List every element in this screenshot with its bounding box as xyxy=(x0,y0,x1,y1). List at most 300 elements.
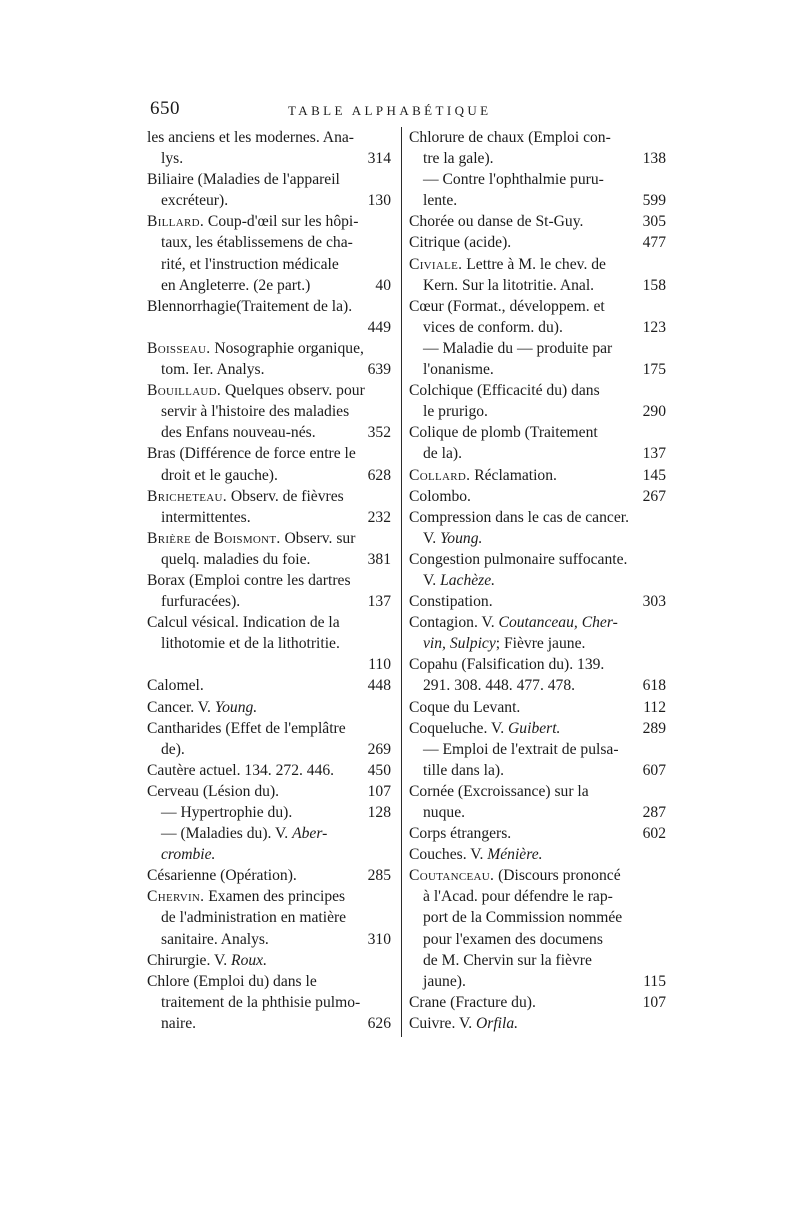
page-reference: 607 xyxy=(642,761,666,779)
entry-words: Lettre à M. le chev. de xyxy=(462,255,606,273)
entry-words: Bras (Différence de force entre le xyxy=(147,445,356,463)
entry-words: Coqueluche. V. xyxy=(409,719,509,737)
index-line xyxy=(409,507,666,528)
index-line xyxy=(409,296,666,317)
entry-text xyxy=(147,971,317,992)
index-line xyxy=(147,823,391,844)
entry-text xyxy=(423,675,575,696)
page-number: 650 xyxy=(150,98,180,119)
page-reference: 138 xyxy=(642,150,666,168)
page-reference: 290 xyxy=(642,403,666,421)
index-column-right xyxy=(409,127,666,1034)
entry-words: (Discours prononcé xyxy=(494,867,621,885)
page-reference: 289 xyxy=(642,719,666,737)
entry-text xyxy=(161,844,215,865)
page-reference: 628 xyxy=(367,466,391,484)
entry-words: l'onanisme. xyxy=(423,361,494,379)
entry-words: Cuivre. V. xyxy=(409,1014,477,1032)
page-reference: 130 xyxy=(367,192,391,210)
entry-text xyxy=(409,865,621,886)
index-line xyxy=(147,612,391,633)
author-name: Collard. xyxy=(409,466,471,484)
author-name: Brière xyxy=(147,529,191,547)
entry-words: tille dans la). xyxy=(423,761,504,779)
page-reference: 269 xyxy=(367,740,391,758)
entry-text xyxy=(423,886,613,907)
index-column-left xyxy=(147,127,391,1034)
entry-words: droit et le gauche). xyxy=(161,466,278,484)
index-line xyxy=(147,591,391,612)
entry-words: — Hypertrophie du). xyxy=(161,804,293,821)
entry-words: Calcul vésical. Indication de la xyxy=(147,614,340,632)
index-line xyxy=(147,422,391,443)
entry-text xyxy=(409,612,618,633)
entry-text xyxy=(423,971,466,992)
entry-words: nuque. xyxy=(423,804,466,821)
cross-reference: Roux. xyxy=(231,951,267,969)
entry-text xyxy=(409,697,520,718)
entry-text xyxy=(161,739,185,760)
index-line xyxy=(409,570,666,591)
page-reference: 145 xyxy=(642,466,666,484)
entry-text xyxy=(147,865,297,886)
entry-words: Colombo. xyxy=(409,487,471,505)
index-line xyxy=(409,633,666,654)
entry-text xyxy=(161,422,316,443)
entry-words: quelq. maladies du foie. xyxy=(161,550,311,568)
entry-text xyxy=(161,929,269,950)
page-reference: 352 xyxy=(367,424,391,442)
index-line xyxy=(147,232,391,253)
page-reference: 305 xyxy=(642,213,666,231)
entry-words: Constipation. xyxy=(409,593,493,611)
entry-text xyxy=(161,802,292,823)
entry-text xyxy=(161,992,360,1013)
cross-reference: Young. xyxy=(214,698,258,716)
index-line xyxy=(409,823,666,844)
page-reference: 450 xyxy=(367,761,391,779)
index-line xyxy=(147,760,391,781)
entry-words: taux, les établissemens de cha- xyxy=(161,234,353,252)
author-name: Bouillaud. xyxy=(147,382,222,400)
entry-words: de M. Chervin sur la fièvre xyxy=(423,951,592,969)
entry-text xyxy=(409,549,627,570)
entry-text xyxy=(161,190,228,211)
page-reference: 175 xyxy=(642,361,666,379)
entry-text xyxy=(147,443,356,464)
entry-words: Chlore (Emploi du) dans le xyxy=(147,972,317,990)
cross-reference: crombie. xyxy=(161,846,216,864)
page-reference: 40 xyxy=(375,276,391,294)
page-reference: 110 xyxy=(368,656,391,674)
page-reference: 128 xyxy=(367,804,391,821)
entry-words: Quelques observ. pour xyxy=(221,382,365,400)
index-line xyxy=(409,612,666,633)
index-line xyxy=(147,844,391,865)
entry-text xyxy=(409,823,511,844)
index-line xyxy=(409,443,666,464)
index-line xyxy=(409,718,666,739)
index-line xyxy=(409,338,666,359)
entry-words: Blennorrhagie(Traitement de la). xyxy=(147,297,353,315)
entry-words: jaune). xyxy=(423,972,466,990)
running-title: TABLE ALPHABÉTIQUE xyxy=(288,103,492,118)
entry-words: lys. xyxy=(161,150,184,168)
index-line xyxy=(147,1013,391,1034)
entry-words: Couches. V. xyxy=(409,846,488,864)
entry-words: à l'Acad. pour défendre le rap- xyxy=(423,888,613,906)
entry-text xyxy=(409,486,471,507)
entry-words: Colique de plomb (Traitement xyxy=(409,424,598,442)
entry-text xyxy=(409,380,600,401)
index-line xyxy=(409,654,666,675)
author-name: Chervin. xyxy=(147,888,205,906)
entry-text xyxy=(147,718,346,739)
entry-words: de l'administration en matière xyxy=(161,909,347,927)
entry-text xyxy=(409,781,589,802)
index-line xyxy=(409,254,666,275)
index-line xyxy=(147,675,391,696)
entry-words: des Enfans nouveau-nés. xyxy=(161,424,316,442)
entry-words: lente. xyxy=(423,192,458,210)
entry-text xyxy=(147,169,340,190)
entry-text xyxy=(161,507,251,528)
entry-words: sanitaire. Analys. xyxy=(161,930,269,948)
index-line xyxy=(147,190,391,211)
entry-words: 291. 308. 448. 477. 478. xyxy=(423,677,576,695)
entry-words: tre la gale). xyxy=(423,150,494,168)
index-line xyxy=(147,654,391,675)
index-line xyxy=(147,633,391,654)
index-line xyxy=(409,886,666,907)
entry-words: Nosographie organique, xyxy=(210,339,364,357)
cross-reference: Aber- xyxy=(292,825,328,843)
entry-text xyxy=(423,148,494,169)
entry-text xyxy=(423,190,457,211)
entry-text xyxy=(423,802,465,823)
entry-words: Coque du Levant. xyxy=(409,698,521,716)
entry-words: Cautère actuel. 134. 272. 446. xyxy=(147,761,335,779)
page-reference: 115 xyxy=(643,972,666,990)
index-line xyxy=(147,127,391,148)
page-header xyxy=(150,98,550,128)
index-line xyxy=(147,739,391,760)
index-line xyxy=(147,359,391,380)
entry-text xyxy=(161,275,310,296)
entry-words: Observ. sur xyxy=(280,529,356,547)
cross-reference: Young. xyxy=(440,529,483,547)
entry-words: excréteur). xyxy=(161,192,229,210)
entry-text xyxy=(147,528,355,549)
index-line xyxy=(147,507,391,528)
entry-words: Contagion. V. xyxy=(409,614,499,632)
cross-reference: Ménière. xyxy=(487,846,543,864)
entry-words: servir à l'histoire des maladies xyxy=(161,403,350,421)
page-reference: 449 xyxy=(367,318,391,336)
entry-words: Coup-d'œil sur les hôpi- xyxy=(204,213,359,231)
author-name: Bricheteau. xyxy=(147,487,227,505)
entry-text xyxy=(147,760,334,781)
index-line xyxy=(409,380,666,401)
entry-text xyxy=(409,992,536,1013)
entry-text xyxy=(161,907,346,928)
entry-words: furfuracées). xyxy=(161,593,241,611)
entry-words: de xyxy=(190,529,214,547)
index-line xyxy=(147,907,391,928)
index-line xyxy=(409,781,666,802)
entry-words: Compression dans le cas de cancer. xyxy=(409,508,629,526)
index-line xyxy=(409,760,666,781)
index-line xyxy=(147,443,391,464)
entry-words: les anciens et les modernes. Ana- xyxy=(147,129,354,146)
index-line xyxy=(147,148,391,169)
cross-reference: Guibert. xyxy=(508,719,561,737)
entry-words: Cerveau (Lésion du). xyxy=(147,782,280,800)
page-reference: 626 xyxy=(367,1014,391,1032)
entry-text xyxy=(147,338,364,359)
index-line xyxy=(409,697,666,718)
index-line xyxy=(409,148,666,169)
page-reference: 287 xyxy=(642,804,666,821)
index-line xyxy=(409,317,666,338)
index-line xyxy=(409,486,666,507)
entry-text xyxy=(147,296,352,317)
index-line xyxy=(409,169,666,190)
index-line xyxy=(409,211,666,232)
entry-words: intermittentes. xyxy=(161,508,251,526)
entry-text xyxy=(423,338,612,359)
index-line xyxy=(409,844,666,865)
entry-text xyxy=(409,211,583,232)
entry-words: V. xyxy=(423,529,441,547)
entry-words: en Angleterre. (2e part.) xyxy=(161,276,311,294)
entry-text xyxy=(423,570,495,591)
page-reference: 107 xyxy=(642,993,666,1011)
entry-text xyxy=(423,169,604,190)
page-reference: 232 xyxy=(367,508,391,526)
entry-text xyxy=(423,633,585,654)
index-line xyxy=(147,528,391,549)
page-reference: 137 xyxy=(367,593,391,611)
entry-text xyxy=(409,591,493,612)
index-line xyxy=(409,275,666,296)
index-line xyxy=(409,359,666,380)
entry-text xyxy=(161,148,183,169)
index-line xyxy=(147,549,391,570)
index-line xyxy=(147,802,391,823)
entry-text xyxy=(409,232,511,253)
entry-text xyxy=(423,401,488,422)
entry-words: V. xyxy=(423,571,441,589)
index-line xyxy=(147,950,391,971)
entry-words: le prurigo. xyxy=(423,403,488,421)
index-line xyxy=(147,992,391,1013)
entry-text xyxy=(147,950,267,971)
entry-text xyxy=(409,465,557,486)
index-line xyxy=(147,338,391,359)
page-reference: 123 xyxy=(642,318,666,336)
index-line xyxy=(147,211,391,232)
index-line xyxy=(147,570,391,591)
page-reference: 107 xyxy=(367,782,391,800)
author-name: Boisseau. xyxy=(147,339,211,357)
author-name: Coutanceau. xyxy=(409,867,495,885)
author-name: Civiale. xyxy=(409,255,463,273)
entry-text xyxy=(147,380,365,401)
entry-text xyxy=(161,1013,196,1034)
entry-text xyxy=(423,907,622,928)
cross-reference: vin, Sulpicy xyxy=(423,635,496,653)
entry-text xyxy=(423,739,619,760)
page-reference: 267 xyxy=(642,487,666,505)
entry-text xyxy=(423,275,594,296)
entry-text xyxy=(161,633,340,654)
index-line xyxy=(409,802,666,823)
entry-words: Chlorure de chaux (Emploi con- xyxy=(409,129,611,146)
entry-words: traitement de la phthisie pulmo- xyxy=(161,993,361,1011)
entry-text xyxy=(147,612,340,633)
entry-text xyxy=(147,675,204,696)
page-reference: 477 xyxy=(642,234,666,252)
entry-text xyxy=(423,317,563,338)
entry-text xyxy=(423,760,504,781)
index-line xyxy=(147,718,391,739)
entry-words: lithotomie et de la lithotritie. xyxy=(161,635,340,653)
page-reference: 618 xyxy=(642,677,666,695)
page-reference: 381 xyxy=(367,550,391,568)
cross-reference: Lachèze. xyxy=(440,571,496,589)
entry-words: Kern. Sur la litotritie. Anal. xyxy=(423,276,595,294)
index-line xyxy=(409,907,666,928)
page-reference: 314 xyxy=(367,150,391,168)
entry-text xyxy=(409,127,611,148)
entry-text xyxy=(161,254,339,275)
index-line xyxy=(409,528,666,549)
index-line xyxy=(409,549,666,570)
page-reference: 112 xyxy=(643,698,666,716)
index-line xyxy=(147,275,391,296)
entry-words: Cornée (Excroissance) sur la xyxy=(409,782,589,800)
entry-words: Calomel. xyxy=(147,677,204,695)
entry-text xyxy=(161,823,327,844)
entry-words: Cœur (Format., développem. et xyxy=(409,297,605,315)
page-reference: 310 xyxy=(367,930,391,948)
entry-words: naire. xyxy=(161,1014,197,1032)
entry-words: Réclamation. xyxy=(470,466,557,484)
entry-text xyxy=(147,127,354,148)
index-line xyxy=(147,401,391,422)
entry-text xyxy=(147,886,345,907)
entry-words: port de la Commission nommée xyxy=(423,909,623,927)
entry-words: ; Fièvre jaune. xyxy=(495,635,586,653)
index-line xyxy=(147,380,391,401)
entry-text xyxy=(409,422,598,443)
entry-words: Borax (Emploi contre les dartres xyxy=(147,571,351,589)
index-line xyxy=(409,992,666,1013)
entry-text xyxy=(409,296,605,317)
entry-words: rité, et l'instruction médicale xyxy=(161,255,339,273)
entry-text xyxy=(147,211,358,232)
column-divider xyxy=(401,127,402,1037)
entry-words: Chorée ou danse de St-Guy. xyxy=(409,213,584,231)
index-line xyxy=(147,254,391,275)
entry-text xyxy=(423,443,462,464)
entry-words: Colchique (Efficacité du) dans xyxy=(409,382,600,400)
index-line xyxy=(409,675,666,696)
entry-text xyxy=(409,507,629,528)
index-line xyxy=(147,781,391,802)
page-reference: 303 xyxy=(642,593,666,611)
cross-reference: Orfila. xyxy=(476,1014,519,1032)
entry-text xyxy=(409,1013,518,1034)
entry-text xyxy=(161,549,310,570)
entry-words: tom. Ier. Analys. xyxy=(161,361,265,379)
page-reference: 158 xyxy=(642,276,666,294)
entry-words: de). xyxy=(161,740,185,758)
index-line xyxy=(409,865,666,886)
entry-text xyxy=(147,570,351,591)
entry-words: Corps étrangers. xyxy=(409,825,512,843)
index-line xyxy=(409,739,666,760)
entry-words: Biliaire (Maladies de l'appareil xyxy=(147,171,340,189)
entry-words: Césarienne (Opération). xyxy=(147,867,297,885)
page-reference: 602 xyxy=(642,825,666,843)
page-reference: 285 xyxy=(367,867,391,885)
entry-words: Observ. de fièvres xyxy=(226,487,344,505)
index-line xyxy=(409,1013,666,1034)
page-reference: 639 xyxy=(367,361,391,379)
entry-text xyxy=(423,359,494,380)
index-line xyxy=(409,127,666,148)
index-line xyxy=(147,971,391,992)
entry-words: — Emploi de l'extrait de pulsa- xyxy=(423,740,619,758)
entry-words: Chirurgie. V. xyxy=(147,951,232,969)
cross-reference: Coutanceau, Cher- xyxy=(498,614,618,632)
page-reference: 448 xyxy=(367,677,391,695)
index-line xyxy=(147,465,391,486)
entry-text xyxy=(423,929,603,950)
index-line xyxy=(409,190,666,211)
page-reference: 599 xyxy=(642,192,666,210)
entry-text xyxy=(147,781,279,802)
entry-text xyxy=(147,697,257,718)
index-line xyxy=(409,929,666,950)
entry-words: Examen des principes xyxy=(204,888,346,906)
index-line xyxy=(147,169,391,190)
index-line xyxy=(147,486,391,507)
index-line xyxy=(147,697,391,718)
index-line xyxy=(147,296,391,317)
entry-text xyxy=(423,528,482,549)
entry-words: — Maladie du — produite par xyxy=(423,339,613,357)
index-line xyxy=(409,422,666,443)
entry-text xyxy=(147,486,344,507)
entry-words: Crane (Fracture du). xyxy=(409,993,536,1011)
entry-words: Cancer. V. xyxy=(147,698,215,716)
index-line xyxy=(409,950,666,971)
entry-text xyxy=(423,950,592,971)
index-line xyxy=(409,465,666,486)
entry-words: de la). xyxy=(423,445,462,463)
entry-words: Congestion pulmonaire suffocante. xyxy=(409,550,628,568)
index-line xyxy=(409,401,666,422)
entry-text xyxy=(409,654,604,675)
index-line xyxy=(147,317,391,338)
author-name: Boismont. xyxy=(213,529,281,547)
index-line xyxy=(147,886,391,907)
entry-text xyxy=(161,465,278,486)
entry-text xyxy=(409,844,543,865)
